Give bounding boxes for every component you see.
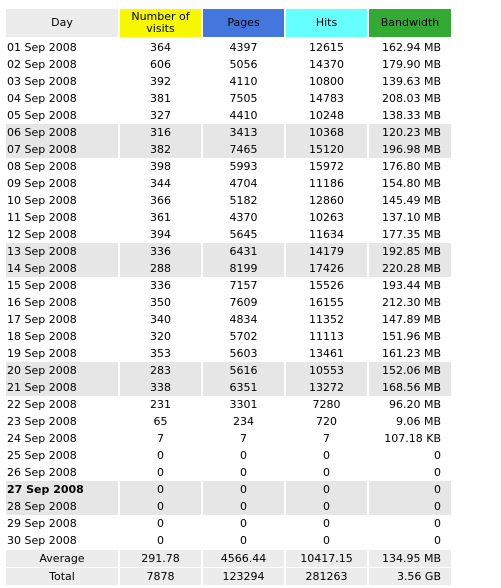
cell-bandwidth: 0 — [369, 481, 451, 498]
cell-visits: 353 — [150, 347, 171, 360]
cell-pages: 234 — [233, 415, 254, 428]
cell-bandwidth: 161.23 MB — [381, 347, 441, 360]
cell-day: 12 Sep 2008 — [7, 228, 77, 241]
cell-bandwidth: 177.35 MB — [381, 228, 441, 241]
cell-day: 08 Sep 2008 — [7, 160, 77, 173]
table-row — [6, 39, 451, 56]
cell-day: 01 Sep 2008 — [7, 41, 77, 54]
cell-pages: 5056 — [229, 58, 258, 71]
cell-hits: 0 — [323, 449, 330, 462]
cell-visits: 336 — [120, 243, 201, 260]
cell-visits: 316 — [120, 124, 201, 141]
cell-hits: 0 — [323, 517, 330, 530]
cell-pages: 5702 — [229, 330, 258, 343]
cell-hits: 14370 — [309, 58, 344, 71]
cell-bandwidth: 138.33 MB — [381, 109, 441, 122]
daily-stats-table — [4, 9, 453, 585]
cell-bandwidth: 192.85 MB — [369, 243, 451, 260]
table-row — [6, 260, 451, 277]
table-row — [6, 311, 451, 328]
table-row — [6, 498, 451, 515]
header-pages: Pages — [203, 9, 284, 37]
cell-visits: 0 — [157, 466, 164, 479]
cell-hits: 7280 — [312, 398, 341, 411]
cell-hits: 0 — [286, 498, 367, 515]
table-row — [6, 277, 451, 294]
cell-pages: 4370 — [229, 211, 258, 224]
cell-bandwidth: 162.94 MB — [381, 41, 441, 54]
cell-hits: 15120 — [286, 141, 367, 158]
table-row — [6, 328, 451, 345]
cell-day: 15 Sep 2008 — [7, 279, 77, 292]
cell-bandwidth: 154.80 MB — [381, 177, 441, 190]
header-visits: Number of visits — [120, 9, 201, 37]
cell-pages: 5182 — [229, 194, 258, 207]
table-row — [6, 294, 451, 311]
cell-visits: 0 — [120, 498, 201, 515]
cell-visits: 231 — [150, 398, 171, 411]
cell-hits: 13461 — [309, 347, 344, 360]
cell-bandwidth: 220.28 MB — [369, 260, 451, 277]
cell-hits: 10248 — [309, 109, 344, 122]
table-row — [6, 243, 451, 260]
cell-visits: 336 — [150, 279, 171, 292]
cell-visits: 381 — [150, 92, 171, 105]
cell-day: 10 Sep 2008 — [7, 194, 77, 207]
cell-pages: 7465 — [203, 141, 284, 158]
cell-bandwidth: 107.18 KB — [384, 432, 441, 445]
cell-bandwidth: 0 — [434, 534, 441, 547]
cell-visits: 65 — [153, 415, 168, 428]
cell-hits: 15526 — [309, 279, 344, 292]
cell-visits: 283 — [120, 362, 201, 379]
cell-pages: 0 — [240, 466, 247, 479]
cell-pages: 5993 — [229, 160, 258, 173]
cell-day: 09 Sep 2008 — [7, 177, 77, 190]
cell-hits: 0 — [323, 534, 330, 547]
table-row — [6, 56, 451, 73]
cell-pages: 8199 — [203, 260, 284, 277]
cell-pages: 4397 — [229, 41, 258, 54]
cell-day: 19 Sep 2008 — [7, 347, 77, 360]
table-row — [6, 396, 451, 413]
total-pages: 123294 — [203, 568, 284, 585]
cell-pages: 0 — [240, 449, 247, 462]
table-row — [6, 362, 451, 379]
total-hits: 281263 — [286, 568, 367, 585]
cell-bandwidth: 147.89 MB — [381, 313, 441, 326]
cell-day: 24 Sep 2008 — [7, 432, 77, 445]
table-row — [6, 141, 451, 158]
cell-hits: 14783 — [309, 92, 344, 105]
average-bandwidth: 134.95 MB — [369, 550, 451, 567]
cell-day: 06 Sep 2008 — [6, 124, 118, 141]
cell-pages: 4834 — [229, 313, 258, 326]
cell-pages: 6351 — [203, 379, 284, 396]
cell-visits: 366 — [150, 194, 171, 207]
cell-pages: 0 — [203, 498, 284, 515]
cell-hits: 0 — [323, 466, 330, 479]
cell-visits: 0 — [157, 517, 164, 530]
cell-pages: 3301 — [229, 398, 258, 411]
cell-bandwidth: 196.98 MB — [369, 141, 451, 158]
cell-visits: 350 — [150, 296, 171, 309]
cell-pages: 6431 — [203, 243, 284, 260]
cell-bandwidth: 0 — [434, 466, 441, 479]
total-row — [6, 568, 451, 585]
cell-hits: 0 — [286, 481, 367, 498]
average-pages: 4566.44 — [203, 550, 284, 567]
cell-day: 28 Sep 2008 — [6, 498, 118, 515]
cell-bandwidth: 96.20 MB — [388, 398, 441, 411]
cell-hits: 10800 — [309, 75, 344, 88]
table-row — [6, 209, 451, 226]
cell-day: 25 Sep 2008 — [7, 449, 77, 462]
cell-bandwidth: 179.90 MB — [381, 58, 441, 71]
cell-pages: 5645 — [229, 228, 258, 241]
cell-day: 30 Sep 2008 — [7, 534, 77, 547]
cell-bandwidth: 193.44 MB — [381, 279, 441, 292]
table-row — [6, 175, 451, 192]
cell-bandwidth: 0 — [434, 517, 441, 530]
cell-day: 16 Sep 2008 — [7, 296, 77, 309]
cell-visits: 0 — [157, 449, 164, 462]
cell-bandwidth: 0 — [434, 449, 441, 462]
cell-pages: 7 — [240, 432, 247, 445]
cell-day: 04 Sep 2008 — [7, 92, 77, 105]
cell-hits: 13272 — [286, 379, 367, 396]
cell-visits: 392 — [150, 75, 171, 88]
table-body — [6, 39, 451, 549]
cell-visits: 0 — [157, 534, 164, 547]
cell-hits: 12860 — [309, 194, 344, 207]
table-row — [6, 90, 451, 107]
cell-day: 14 Sep 2008 — [6, 260, 118, 277]
cell-hits: 10553 — [286, 362, 367, 379]
cell-visits: 364 — [150, 41, 171, 54]
cell-hits: 720 — [316, 415, 337, 428]
table-row — [6, 226, 451, 243]
cell-pages: 7505 — [229, 92, 258, 105]
cell-visits: 398 — [150, 160, 171, 173]
cell-hits: 11352 — [309, 313, 344, 326]
cell-visits: 606 — [150, 58, 171, 71]
total-visits: 7878 — [120, 568, 201, 585]
table-row — [6, 481, 451, 498]
cell-day: 13 Sep 2008 — [6, 243, 118, 260]
cell-hits: 16155 — [309, 296, 344, 309]
cell-visits: 344 — [150, 177, 171, 190]
average-hits: 10417.15 — [286, 550, 367, 567]
average-label: Average — [6, 550, 118, 567]
cell-day: 22 Sep 2008 — [7, 398, 77, 411]
cell-pages: 5603 — [229, 347, 258, 360]
cell-bandwidth: 139.63 MB — [381, 75, 441, 88]
cell-bandwidth: 208.03 MB — [381, 92, 441, 105]
cell-hits: 10263 — [309, 211, 344, 224]
cell-pages: 0 — [203, 481, 284, 498]
cell-hits: 10368 — [286, 124, 367, 141]
table-row — [6, 192, 451, 209]
cell-hits: 11634 — [309, 228, 344, 241]
cell-hits: 12615 — [309, 41, 344, 54]
cell-bandwidth: 0 — [369, 498, 451, 515]
cell-pages: 7609 — [229, 296, 258, 309]
cell-visits: 394 — [150, 228, 171, 241]
cell-visits: 340 — [150, 313, 171, 326]
table-row — [6, 447, 451, 464]
cell-visits: 382 — [120, 141, 201, 158]
table-row — [6, 430, 451, 447]
cell-bandwidth: 120.23 MB — [369, 124, 451, 141]
cell-bandwidth: 9.06 MB — [395, 415, 441, 428]
cell-day: 26 Sep 2008 — [7, 466, 77, 479]
cell-visits: 338 — [120, 379, 201, 396]
cell-hits: 11186 — [309, 177, 344, 190]
average-row — [6, 550, 451, 567]
cell-hits: 15972 — [309, 160, 344, 173]
table-row — [6, 515, 451, 532]
cell-pages: 4410 — [229, 109, 258, 122]
cell-day: 23 Sep 2008 — [7, 415, 77, 428]
cell-bandwidth: 137.10 MB — [381, 211, 441, 224]
table-row — [6, 124, 451, 141]
cell-day: 20 Sep 2008 — [6, 362, 118, 379]
table-row — [6, 532, 451, 549]
cell-hits: 11113 — [309, 330, 344, 343]
header-bandwidth: Bandwidth — [369, 9, 451, 37]
table-row — [6, 413, 451, 430]
table-row — [6, 158, 451, 175]
cell-pages: 5616 — [203, 362, 284, 379]
cell-visits: 288 — [120, 260, 201, 277]
cell-visits: 0 — [120, 481, 201, 498]
table-row — [6, 345, 451, 362]
header-row — [6, 9, 451, 37]
cell-pages: 0 — [240, 517, 247, 530]
cell-pages: 4704 — [229, 177, 258, 190]
cell-pages: 7157 — [229, 279, 258, 292]
cell-day: 18 Sep 2008 — [7, 330, 77, 343]
average-visits: 291.78 — [120, 550, 201, 567]
cell-hits: 7 — [323, 432, 330, 445]
cell-day: 03 Sep 2008 — [7, 75, 77, 88]
cell-bandwidth: 176.80 MB — [381, 160, 441, 173]
header-hits: Hits — [286, 9, 367, 37]
cell-day: 07 Sep 2008 — [6, 141, 118, 158]
cell-day: 11 Sep 2008 — [7, 211, 77, 224]
cell-visits: 320 — [150, 330, 171, 343]
cell-visits: 327 — [150, 109, 171, 122]
cell-bandwidth: 151.96 MB — [381, 330, 441, 343]
cell-day: 17 Sep 2008 — [7, 313, 77, 326]
table-row — [6, 379, 451, 396]
cell-hits: 17426 — [286, 260, 367, 277]
cell-bandwidth: 152.06 MB — [369, 362, 451, 379]
table-row — [6, 464, 451, 481]
cell-bandwidth: 168.56 MB — [369, 379, 451, 396]
cell-bandwidth: 145.49 MB — [381, 194, 441, 207]
cell-hits: 14179 — [286, 243, 367, 260]
cell-day: 05 Sep 2008 — [7, 109, 77, 122]
total-label: Total — [6, 568, 118, 585]
cell-visits: 361 — [150, 211, 171, 224]
cell-bandwidth: 212.30 MB — [381, 296, 441, 309]
cell-day: 02 Sep 2008 — [7, 58, 77, 71]
table-row — [6, 107, 451, 124]
cell-visits: 7 — [157, 432, 164, 445]
header-day: Day — [6, 9, 118, 37]
cell-day: 27 Sep 2008 — [6, 481, 118, 498]
cell-day: 29 Sep 2008 — [7, 517, 77, 530]
cell-pages: 0 — [240, 534, 247, 547]
table-row — [6, 73, 451, 90]
cell-pages: 3413 — [203, 124, 284, 141]
cell-pages: 4110 — [229, 75, 258, 88]
total-bandwidth: 3.56 GB — [369, 568, 451, 585]
cell-day: 21 Sep 2008 — [6, 379, 118, 396]
